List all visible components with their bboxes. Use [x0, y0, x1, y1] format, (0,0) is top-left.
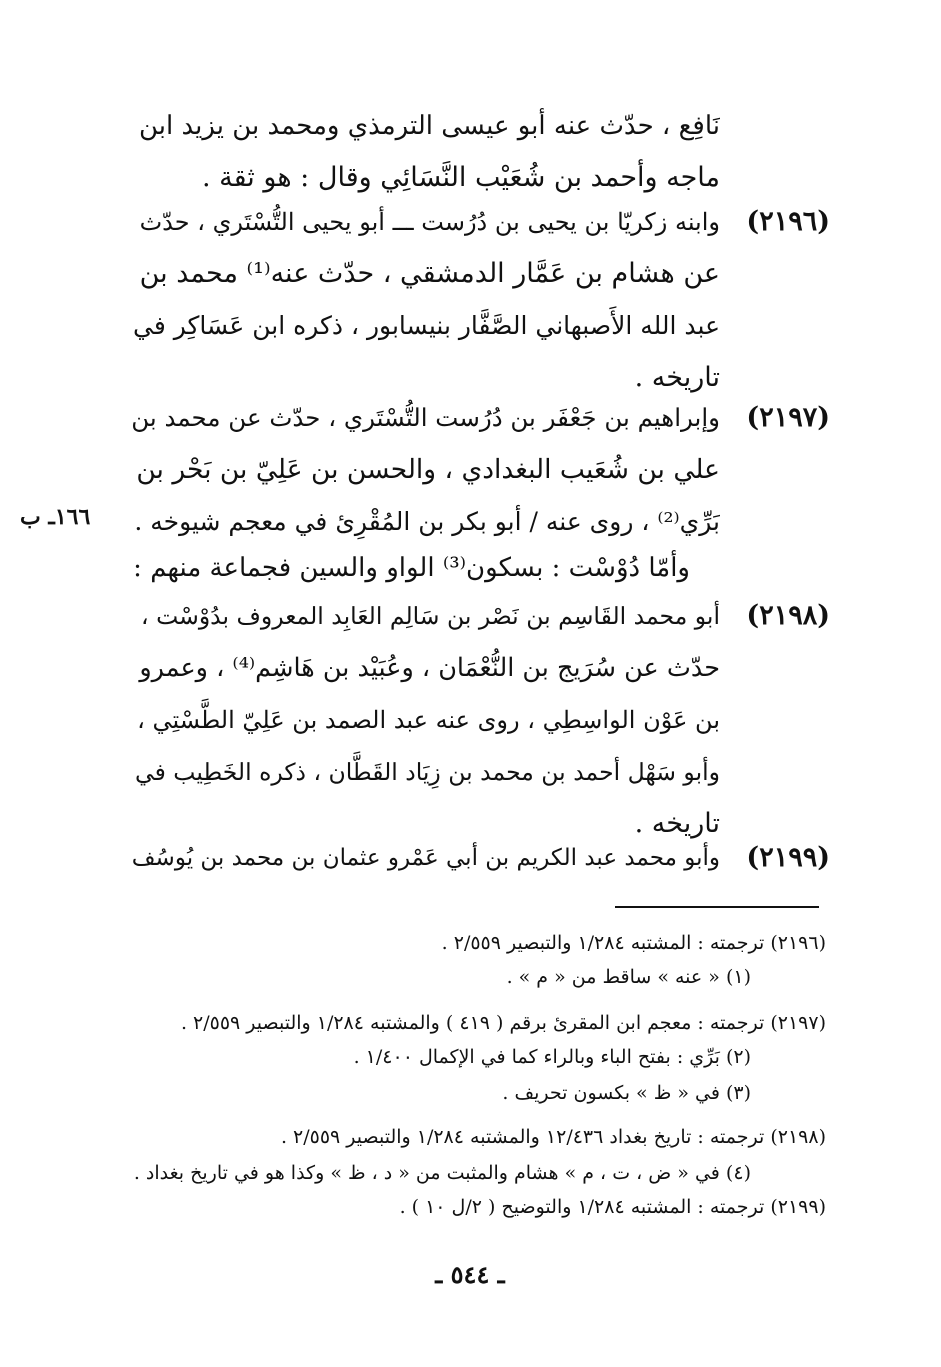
text-line: عبد الله الأَصبهاني الصَّفَّار بنيسابور ، ذكره ابن عَسَاكِر في	[133, 311, 720, 340]
entry-number: (٢١٩٧)	[746, 402, 830, 433]
entry-number: (٢١٩٨)	[746, 600, 830, 631]
text-line: عن هشام بن عَمَّار الدمشقي ، حدّث عنه⁽¹⁾ محمد بن	[139, 258, 720, 289]
text-line: بن عَوْن الواسِطِي ، روى عنه عبد الصمد بن عَلِيّ الطَّسْتِي ،	[137, 706, 720, 734]
text-line: ماجه وأحمد بن شُعَيْب النَّسَائِي وقال : هو ثقة .	[202, 162, 720, 193]
text-line: بَرِّي⁽²⁾ ، روى عنه / أبو بكر بن المُقْرِئ في معجم شيوخه .	[134, 507, 720, 536]
entry-2199	[130, 832, 720, 884]
text-line: أبو محمد القَاسِم بن نَصْر بن سَالِم العَابِد المعروف بدُوْسْت ،	[141, 602, 720, 630]
text-line: تاريخه .	[634, 808, 720, 839]
entry-2197	[130, 392, 720, 548]
section-note	[130, 542, 690, 594]
entry-number: (٢١٩٦)	[746, 206, 830, 237]
footnote: (٢١٩٩) ترجمته : المشتبه ١/٢٨٤ والتوضيح ( ٢/ل ١٠ ) .	[399, 1196, 826, 1218]
text-line: وأمّا دُوْسْت : بسكون⁽³⁾ الواو والسين فجماعة منهم :	[133, 553, 690, 583]
footnote: (٢) بَرِّي : بفتح الباء وبالراء كما في الإكمال ١/٤٠٠ .	[353, 1046, 751, 1068]
page-number: ـ ٥٤٤ ـ	[435, 1260, 505, 1289]
entry-2196	[130, 196, 720, 404]
footnote: (٤) في « ض ، ت ، م » هشام والمثبت من « د ، ظ » وكذا هو في تاريخ بغداد .	[133, 1162, 751, 1184]
text-line: علي بن شُعَيب البغدادي ، والحسن بن عَلِيّ بن بَحْر بن	[136, 454, 720, 485]
footnote: (٢١٩٦) ترجمته : المشتبه ١/٢٨٤ والتبصير ٢/٥٥٩ .	[441, 932, 826, 954]
footnote: (١) « عنه » ساقط من « م » .	[506, 966, 751, 988]
folio-reference: ١٦٦ـ ب	[20, 504, 91, 530]
text-line: تاريخه .	[634, 362, 720, 393]
footnote: (٢١٩٧) ترجمته : معجم ابن المقرئ برقم ( ٤١٩ ) والمشتبه ١/٢٨٤ والتبصير ٢/٥٥٩ .	[180, 1012, 826, 1034]
footnote: (٢١٩٨) ترجمته : تاريخ بغداد ١٢/٤٣٦ والمشتبه ١/٢٨٤ والتبصير ٢/٥٥٩ .	[280, 1126, 826, 1148]
text-line: وأبو محمد عبد الكريم بن أبي عَمْرو عثمان بن محمد بن يُوسُف	[131, 845, 720, 871]
text-line: وابنه زكريّا بن يحيى بن دُرُست ـــ أبو يحيى التُّسْتَري ، حدّث	[139, 208, 720, 236]
intro-paragraph	[130, 100, 720, 204]
text-line: حدّث عن سُرَيج بن النُّعْمَان ، وعُبَيْد بن هَاشِم⁽⁴⁾ ، وعمرو	[139, 653, 720, 683]
entry-2198	[130, 590, 720, 850]
footnote: (٣) في « ظ » بكسون تحريف .	[502, 1082, 751, 1104]
text-line: وإبراهيم بن جَعْفَر بن دُرُست التُّسْتَري ، حدّث عن محمد بن	[131, 403, 720, 432]
text-line: وأبو سَهْل أحمد بن محمد بن زِيَاد القَطَّان ، ذكره الخَطِيب في	[135, 758, 720, 786]
text-line: نَافِع ، حدّث عنه أبو عيسى الترمذي ومحمد بن يزيد ابن	[138, 111, 720, 141]
entry-number: (٢١٩٩)	[746, 842, 830, 873]
footnote-separator	[615, 906, 819, 908]
